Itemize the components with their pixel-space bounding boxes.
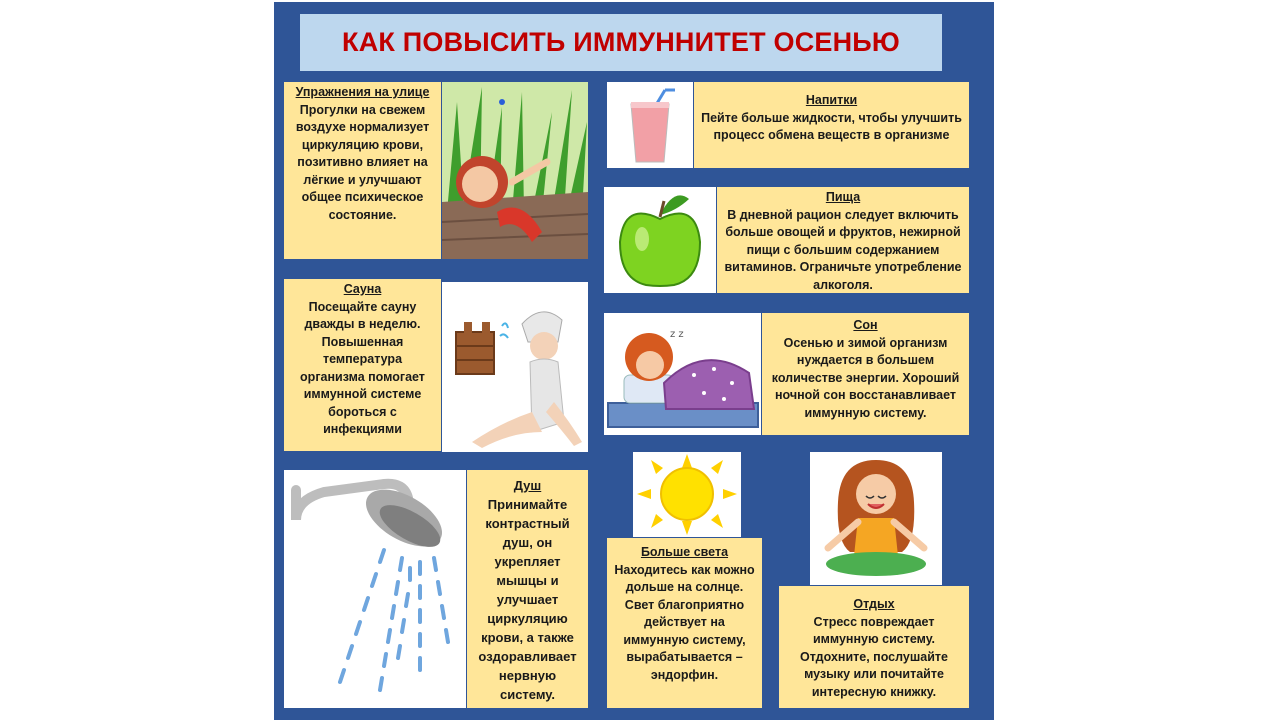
- light-illustration: [633, 452, 741, 537]
- card-exercise-text: Прогулки на свежем воздухе нормализует циркуляцию крови, позитивно влияет на лёгкие и улучшают общее психическое состояние.: [295, 102, 430, 222]
- card-exercise-heading: Упражнения на улице: [295, 85, 430, 99]
- card-light: [607, 538, 762, 708]
- card-shower-text: Принимайте контрастный душ, он укрепляет мышцы и улучшает циркуляцию крови, а также оздоравливает нервную систему.: [478, 497, 577, 702]
- card-exercise: [284, 82, 441, 259]
- card-rest-heading: Отдых: [853, 597, 895, 611]
- card-sleep: [762, 313, 969, 435]
- exercise-illustration: [442, 82, 588, 259]
- card-sauna-text: Посещайте сауну дважды в неделю. Повышенная температура организма помогает иммунной системе бороться с инфекциями: [300, 299, 425, 436]
- card-food: [717, 187, 969, 293]
- poster: [274, 2, 994, 720]
- svg-text:z z: z z: [670, 329, 684, 340]
- card-rest: [779, 586, 969, 708]
- sauna-illustration: [442, 282, 588, 452]
- title-banner: [300, 14, 942, 71]
- sleep-illustration: [604, 313, 761, 435]
- card-light-text: Находитесь как можно дольше на солнце. Свет благоприятно действует на иммунную систему, вырабатывается – эндорфин.: [614, 562, 755, 682]
- rest-illustration: [810, 452, 942, 585]
- card-food-text: В дневной рацион следует включить больше овощей и фруктов, нежирной пищи с большим содержанием витаминов. Ограничьте употребление алкоголя.: [724, 207, 962, 292]
- card-food-heading: Пища: [825, 190, 861, 204]
- card-sleep-heading: Сон: [853, 318, 878, 332]
- card-shower-heading: Душ: [513, 478, 542, 493]
- drinks-illustration: [607, 82, 693, 168]
- card-shower: [467, 470, 588, 708]
- card-sleep-text: Осенью и зимой организм нуждается в большем количестве энергии. Хороший ночной сон восстанавливает иммунную систему.: [771, 335, 960, 420]
- card-sauna: [284, 279, 441, 451]
- card-drinks: [694, 82, 969, 168]
- card-drinks-heading: Напитки: [805, 93, 858, 107]
- card-drinks-text: Пейте больше жидкости, чтобы улучшить процесс обмена веществ в организме: [701, 110, 962, 142]
- card-sauna-heading: Сауна: [343, 282, 382, 296]
- food-illustration: [604, 187, 716, 293]
- poster-title: КАК ПОВЫСИТЬ ИММУННИТЕТ ОСЕНЬЮ: [342, 27, 900, 57]
- card-rest-text: Стресс повреждает иммунную систему. Отдохните, послушайте музыку или почитайте интересную книжку.: [800, 614, 948, 699]
- card-light-heading: Больше света: [640, 545, 729, 559]
- shower-illustration: [284, 470, 466, 708]
